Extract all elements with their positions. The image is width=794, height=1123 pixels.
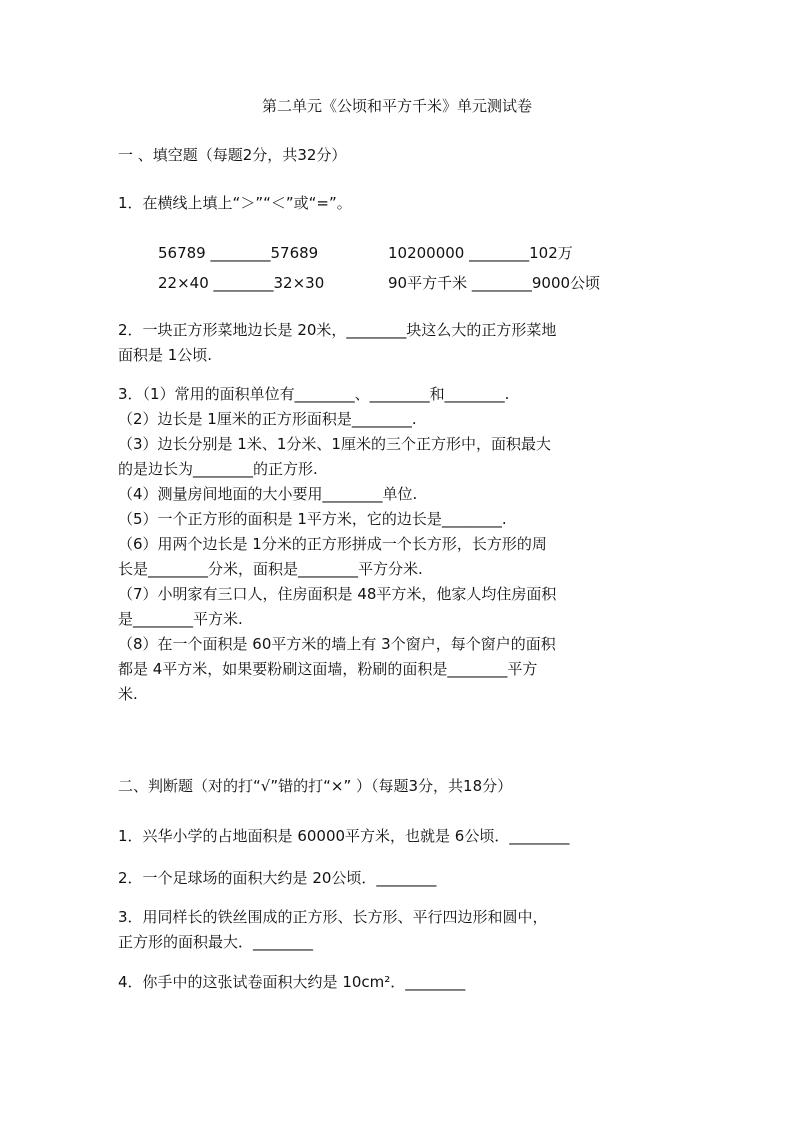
q3-line-11: （8）在一个面积是 60平方米的墙上有 3个窗户，每个窗户的面积 — [118, 635, 556, 653]
judge-q3-line-2: 正方形的面积最大．________ — [118, 933, 314, 951]
q1-item-1: 56789 ________57689 — [158, 244, 319, 262]
q3-line-7: （6）用两个边长是 1分米的正方形拼成一个长方形，长方形的周 — [118, 535, 547, 553]
section-2-heading: 二、判断题（对的打“√”错的打“×” ）（每题3分，共18分） — [118, 777, 513, 795]
judge-q4: 4．你手中的这张试卷面积大约是 10cm²．________ — [118, 973, 466, 991]
q3-line-4: 的是边长为________的正方形. — [118, 460, 318, 478]
q2-line-1: 2．一块正方形菜地边长是 20米，________块这么大的正方形菜地 — [118, 321, 557, 339]
judge-q3-line-1: 3．用同样长的铁丝围成的正方形、长方形、平行四边形和圆中， — [118, 908, 548, 926]
section-1-heading: 一 、填空题（每题2分，共32分） — [118, 146, 347, 164]
q3-line-13: 米. — [118, 685, 138, 703]
q3-line-9: （7）小明家有三口人，住房面积是 48平方米，他家人均住房面积 — [118, 585, 557, 603]
judge-q2: 2．一个足球场的面积大约是 20公顷．________ — [118, 869, 437, 887]
q1-prompt: 1．在横线上填上“＞”“＜”或“=”。 — [118, 194, 352, 212]
q1-item-3: 22×40 ________32×30 — [158, 274, 325, 292]
q1-item-2: 10200000 ________102万 — [388, 244, 573, 262]
q3-line-12: 都是 4平方米，如果要粉刷这面墙，粉刷的面积是________平方 — [118, 660, 538, 678]
page-title: 第二单元《公顷和平方千米》单元测试卷 — [261, 97, 532, 115]
q3-line-1: 3．（1）常用的面积单位有________、________和________. — [118, 385, 510, 403]
q2-line-2: 面积是 1公顷. — [118, 346, 213, 364]
q3-line-6: （5）一个正方形的面积是 1平方米，它的边长是________. — [118, 510, 507, 528]
q3-line-3: （3）边长分别是 1米、1分米、1厘米的三个正方形中，面积最大 — [118, 435, 551, 453]
judge-q1: 1．兴华小学的占地面积是 60000平方米，也就是 6公顷．________ — [118, 827, 570, 845]
q1-item-4: 90平方千米 ________9000公顷 — [388, 274, 601, 292]
q3-line-10: 是________平方米. — [118, 610, 243, 628]
q3-line-5: （4）测量房间地面的大小要用________单位. — [118, 485, 418, 503]
q3-line-8: 长是________分米，面积是________平方分米. — [118, 560, 423, 578]
q3-line-2: （2）边长是 1厘米的正方形面积是________. — [118, 410, 417, 428]
